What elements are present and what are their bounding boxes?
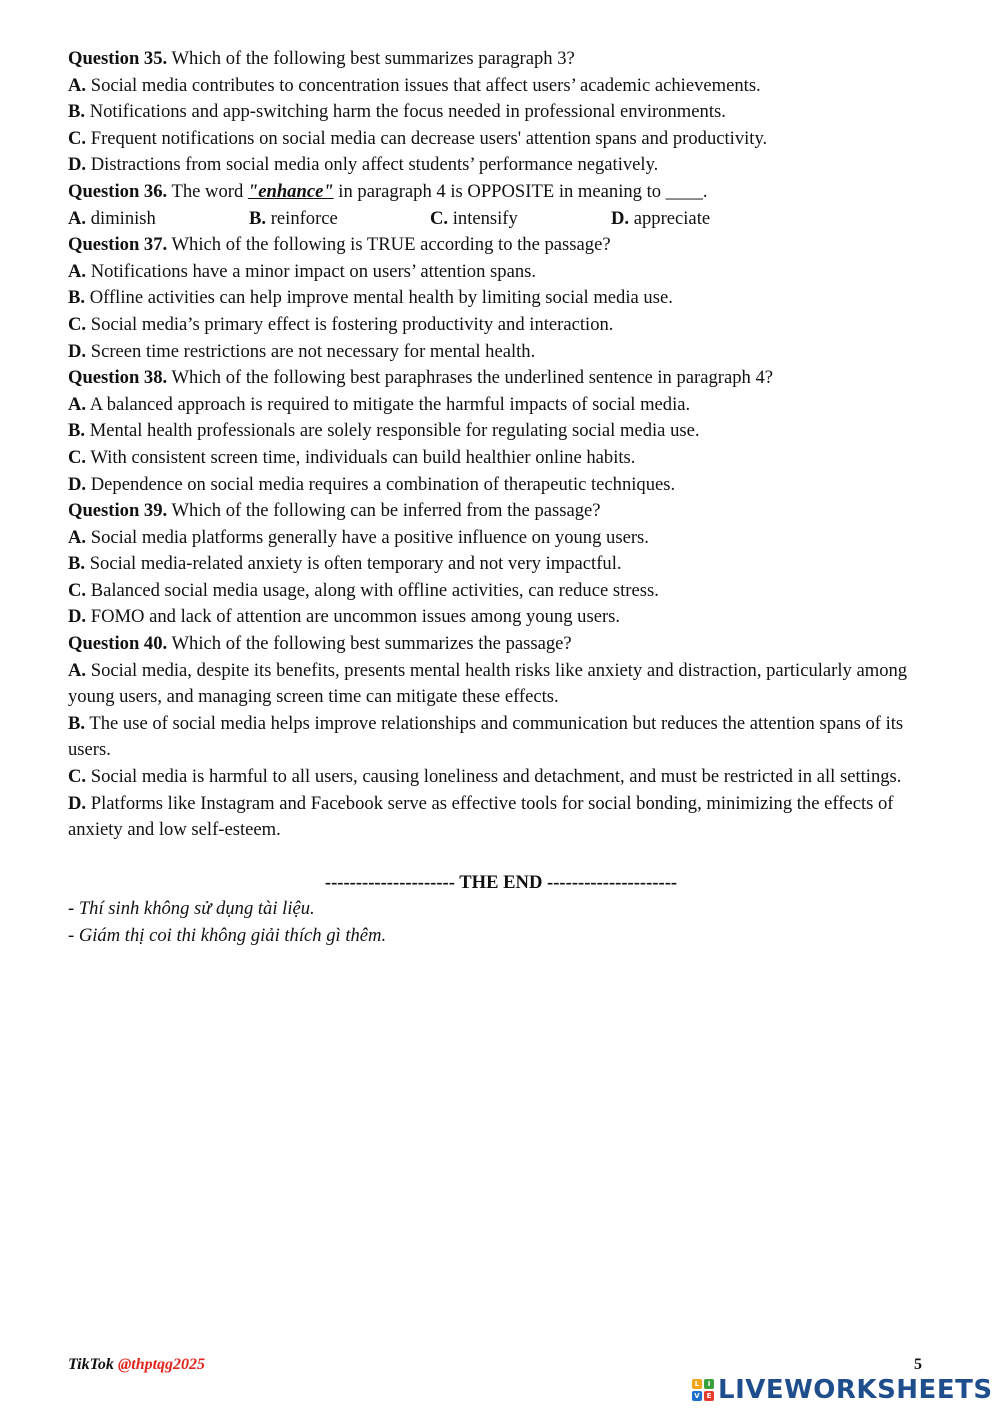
liveworksheets-logo-icon xyxy=(692,1379,714,1401)
option-text: Notifications have a minor impact on users’ attention spans. xyxy=(86,260,537,282)
option-letter: C. xyxy=(68,766,87,788)
option-letter: C. xyxy=(68,313,87,335)
option-d xyxy=(68,604,948,631)
option-letter: D. xyxy=(68,792,87,814)
option-letter: C. xyxy=(68,446,87,468)
options-row xyxy=(68,206,948,233)
option-letter: D. xyxy=(68,606,87,628)
option-b xyxy=(68,285,948,312)
question-label: Question 40. xyxy=(68,633,168,655)
option-text: FOMO and lack of attention are uncommon issues among young users. xyxy=(86,606,621,628)
option-text: Social media, despite its benefits, presents mental health risks like anxiety and distraction, particularly among young users, and managing screen time can mitigate these effects. xyxy=(68,659,908,708)
question-label: Question 37. xyxy=(68,234,168,256)
option-letter: D. xyxy=(68,154,87,176)
option-letter: A. xyxy=(68,74,87,96)
option-text: Frequent notifications on social media can decrease users' attention spans and productivity. xyxy=(86,127,768,149)
option-letter: A. xyxy=(68,659,87,681)
option-c xyxy=(68,764,948,791)
page-number: 5 xyxy=(914,1356,922,1373)
footer-social xyxy=(68,1356,205,1374)
option-letter: D. xyxy=(68,340,87,362)
option-letter: B. xyxy=(68,287,86,309)
option-a xyxy=(68,658,948,711)
option-letter: C. xyxy=(68,127,87,149)
question-text-post: in paragraph 4 is OPPOSITE in meaning to ____. xyxy=(333,180,708,202)
option-c xyxy=(68,578,948,605)
option-c xyxy=(68,312,948,339)
question-label: Question 35. xyxy=(68,48,168,69)
option-text: Dependence on social media requires a combination of therapeutic techniques. xyxy=(86,473,676,495)
option-letter: B. xyxy=(68,420,86,442)
option-letter: B. xyxy=(68,553,86,575)
question-text: Which of the following best summarizes the passage? xyxy=(167,633,572,655)
option-letter: B. xyxy=(68,101,86,123)
question-40 xyxy=(68,631,948,658)
option-text: appreciate xyxy=(629,207,711,229)
question-39 xyxy=(68,498,948,525)
question-label: Question 38. xyxy=(68,367,168,389)
question-text-pre: The word xyxy=(167,180,248,202)
question-38 xyxy=(68,365,948,392)
option-d xyxy=(68,791,948,844)
option-b xyxy=(68,99,948,126)
option-text: Platforms like Instagram and Facebook serve as effective tools for social bonding, minimizing the effects of anxiety and low self-esteem. xyxy=(68,792,894,841)
question-label: Question 36. xyxy=(68,180,168,202)
option-text: Social media-related anxiety is often temporary and not very impactful. xyxy=(85,553,622,575)
option-letter: A. xyxy=(68,393,87,415)
option-d xyxy=(611,206,710,233)
option-text: The use of social media helps improve relationships and communication but reduces the attention spans of its users. xyxy=(68,712,904,761)
exam-page xyxy=(68,46,948,950)
footer-prefix: TikTok xyxy=(68,1356,118,1373)
option-a xyxy=(68,392,948,419)
question-text: Which of the following best paraphrases the underlined sentence in paragraph 4? xyxy=(167,367,773,389)
keyword-enhance: "enhance" xyxy=(247,180,334,202)
brand-name: LIVEWORKSHEETS xyxy=(718,1375,993,1405)
logo-tile: V xyxy=(692,1391,702,1401)
option-letter: C. xyxy=(430,207,449,229)
option-letter: D. xyxy=(611,207,630,229)
option-b xyxy=(68,711,948,764)
option-letter: A. xyxy=(68,260,87,282)
option-c xyxy=(68,126,948,153)
option-d xyxy=(68,472,948,499)
option-text: reinforce xyxy=(266,207,338,229)
question-text: Which of the following best summarizes paragraph 3? xyxy=(167,48,575,69)
option-letter: A. xyxy=(68,526,87,548)
option-text: A balanced approach is required to mitigate the harmful impacts of social media. xyxy=(86,393,691,415)
question-36 xyxy=(68,179,948,206)
option-letter: B. xyxy=(68,712,86,734)
option-letter: A. xyxy=(68,207,87,229)
option-text: Social media’s primary effect is fostering productivity and interaction. xyxy=(86,313,614,335)
option-letter: C. xyxy=(68,579,87,601)
option-d xyxy=(68,339,948,366)
logo-tile: E xyxy=(704,1391,714,1401)
option-a xyxy=(68,525,948,552)
option-c xyxy=(68,445,948,472)
question-35 xyxy=(68,46,948,73)
question-37 xyxy=(68,232,948,259)
question-text: Which of the following is TRUE according to the passage? xyxy=(167,234,611,256)
option-a xyxy=(68,259,948,286)
option-text: intensify xyxy=(448,207,518,229)
logo-tile: I xyxy=(704,1379,714,1389)
option-text: With consistent screen time, individuals can build healthier online habits. xyxy=(86,446,636,468)
option-letter: B. xyxy=(249,207,267,229)
option-text: Notifications and app-switching harm the focus needed in professional environments. xyxy=(85,101,726,123)
option-text: Balanced social media usage, along with offline activities, can reduce stress. xyxy=(86,579,659,601)
option-text: Mental health professionals are solely responsible for regulating social media use. xyxy=(85,420,700,442)
option-letter: D. xyxy=(68,473,87,495)
option-b xyxy=(68,418,948,445)
option-b xyxy=(249,206,430,233)
option-b xyxy=(68,551,948,578)
option-text: diminish xyxy=(86,207,156,229)
option-text: Social media is harmful to all users, causing loneliness and detachment, and must be restricted in all settings. xyxy=(86,766,902,788)
option-text: Social media contributes to concentration issues that affect users’ academic achievements. xyxy=(86,74,761,96)
liveworksheets-logo[interactable] xyxy=(692,1376,993,1404)
option-text: Offline activities can help improve mental health by limiting social media use. xyxy=(85,287,673,309)
option-c xyxy=(430,206,611,233)
question-text: Which of the following can be inferred from the passage? xyxy=(167,500,601,522)
logo-tile: L xyxy=(692,1379,702,1389)
option-a xyxy=(68,73,948,100)
exam-note: - Thí sinh không sử dụng tài liệu. xyxy=(68,898,315,920)
the-end-divider: --------------------- THE END --------------------- xyxy=(324,871,678,893)
exam-note: - Giám thị coi thi không giải thích gì thêm. xyxy=(68,925,387,946)
option-a xyxy=(68,206,249,233)
tiktok-handle[interactable]: @thptqg2025 xyxy=(117,1356,206,1373)
option-text: Social media platforms generally have a positive influence on young users. xyxy=(86,526,649,548)
option-text: Screen time restrictions are not necessary for mental health. xyxy=(86,340,536,362)
question-label: Question 39. xyxy=(68,500,168,522)
option-d xyxy=(68,152,948,179)
option-text: Distractions from social media only affect students’ performance negatively. xyxy=(86,154,659,176)
